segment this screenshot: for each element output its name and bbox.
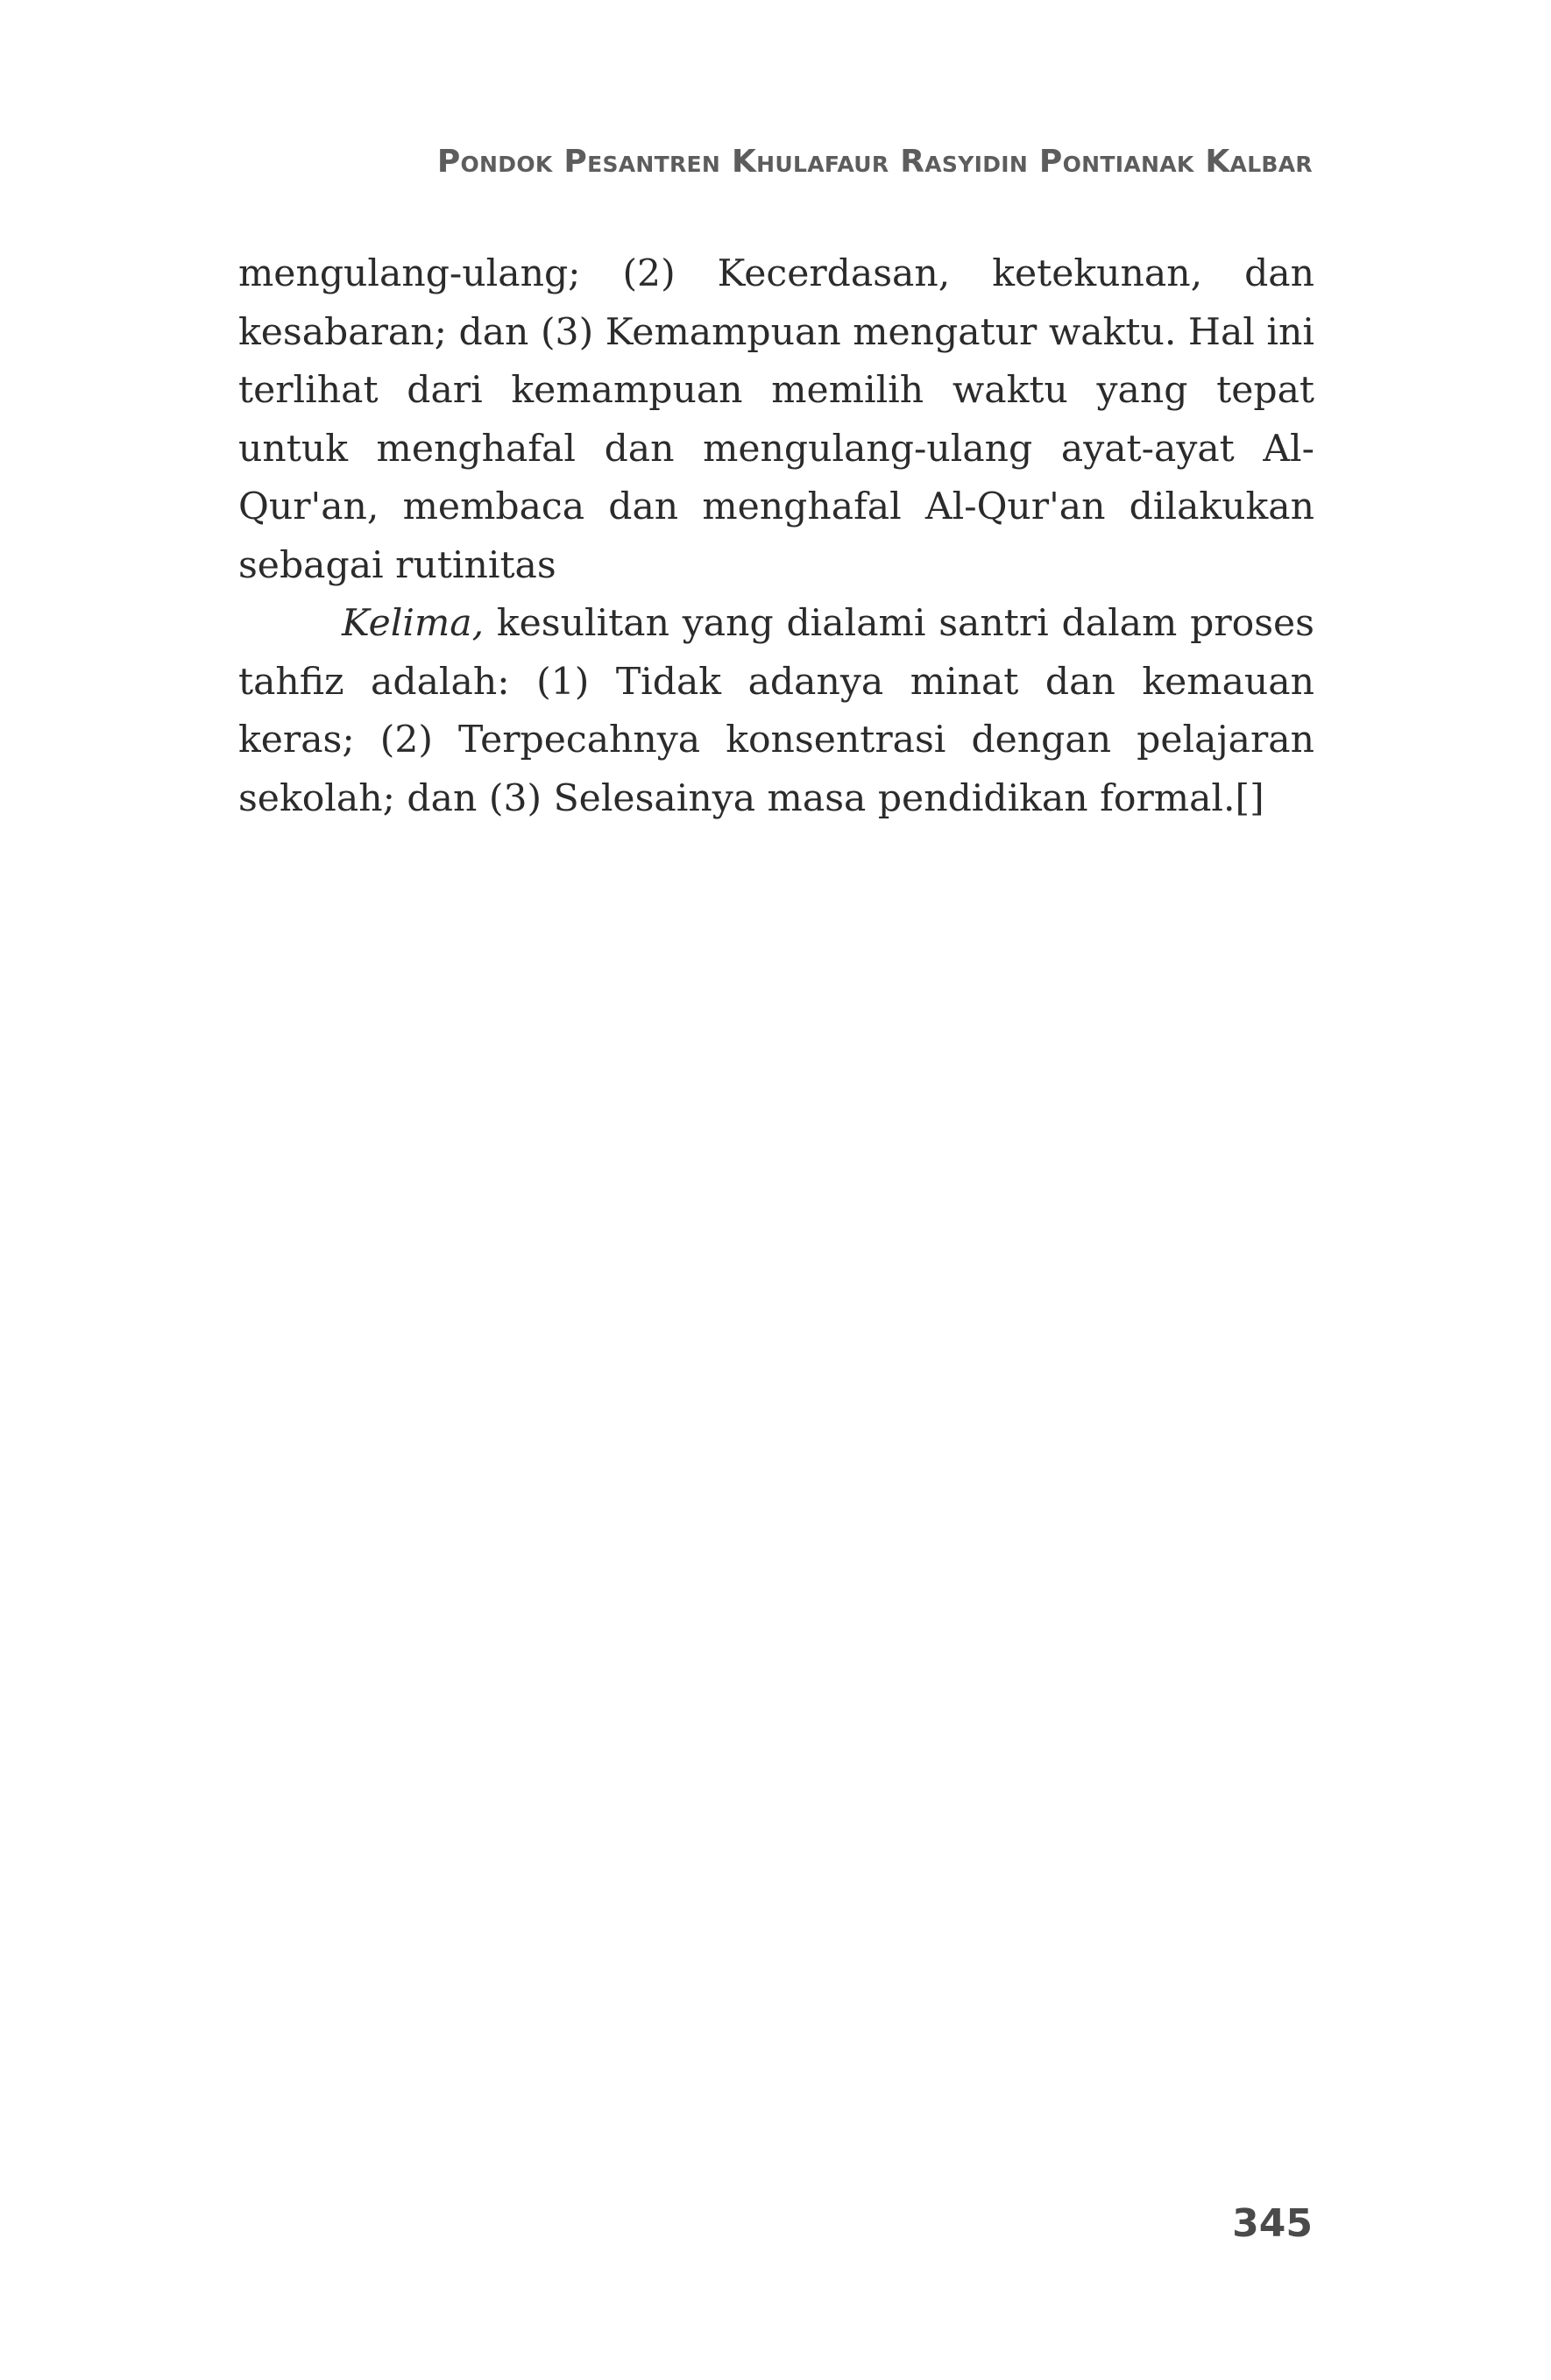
paragraph-lead-word: Kelima, <box>342 602 485 645</box>
paragraph-body: kesulitan yang dialami santri dalam proses tahfiz adalah: (1) Tidak adanya minat dan kemauan keras; (2) Terpecahnya konsentrasi dengan pelajaran sekolah; dan (3) Selesainya masa pendidikan formal.[] <box>238 602 1314 820</box>
paragraph-kelima <box>238 595 1314 828</box>
body-text <box>238 245 1314 828</box>
page-number: 345 <box>1232 2201 1313 2246</box>
paragraph-continuation: mengulang-ulang; (2) Kecerdasan, ketekunan, dan kesabaran; dan (3) Kemampuan mengatur waktu. Hal ini terlihat dari kemampuan memilih waktu yang tepat untuk menghafal dan mengulang-ulang ayat-ayat Al-Qur'an, membaca dan menghafal Al-Qur'an dilakukan sebagai rutinitas <box>238 252 1314 587</box>
running-header: Pondok Pesantren Khulafaur Rasyidin Pontianak Kalbar <box>436 144 1313 180</box>
